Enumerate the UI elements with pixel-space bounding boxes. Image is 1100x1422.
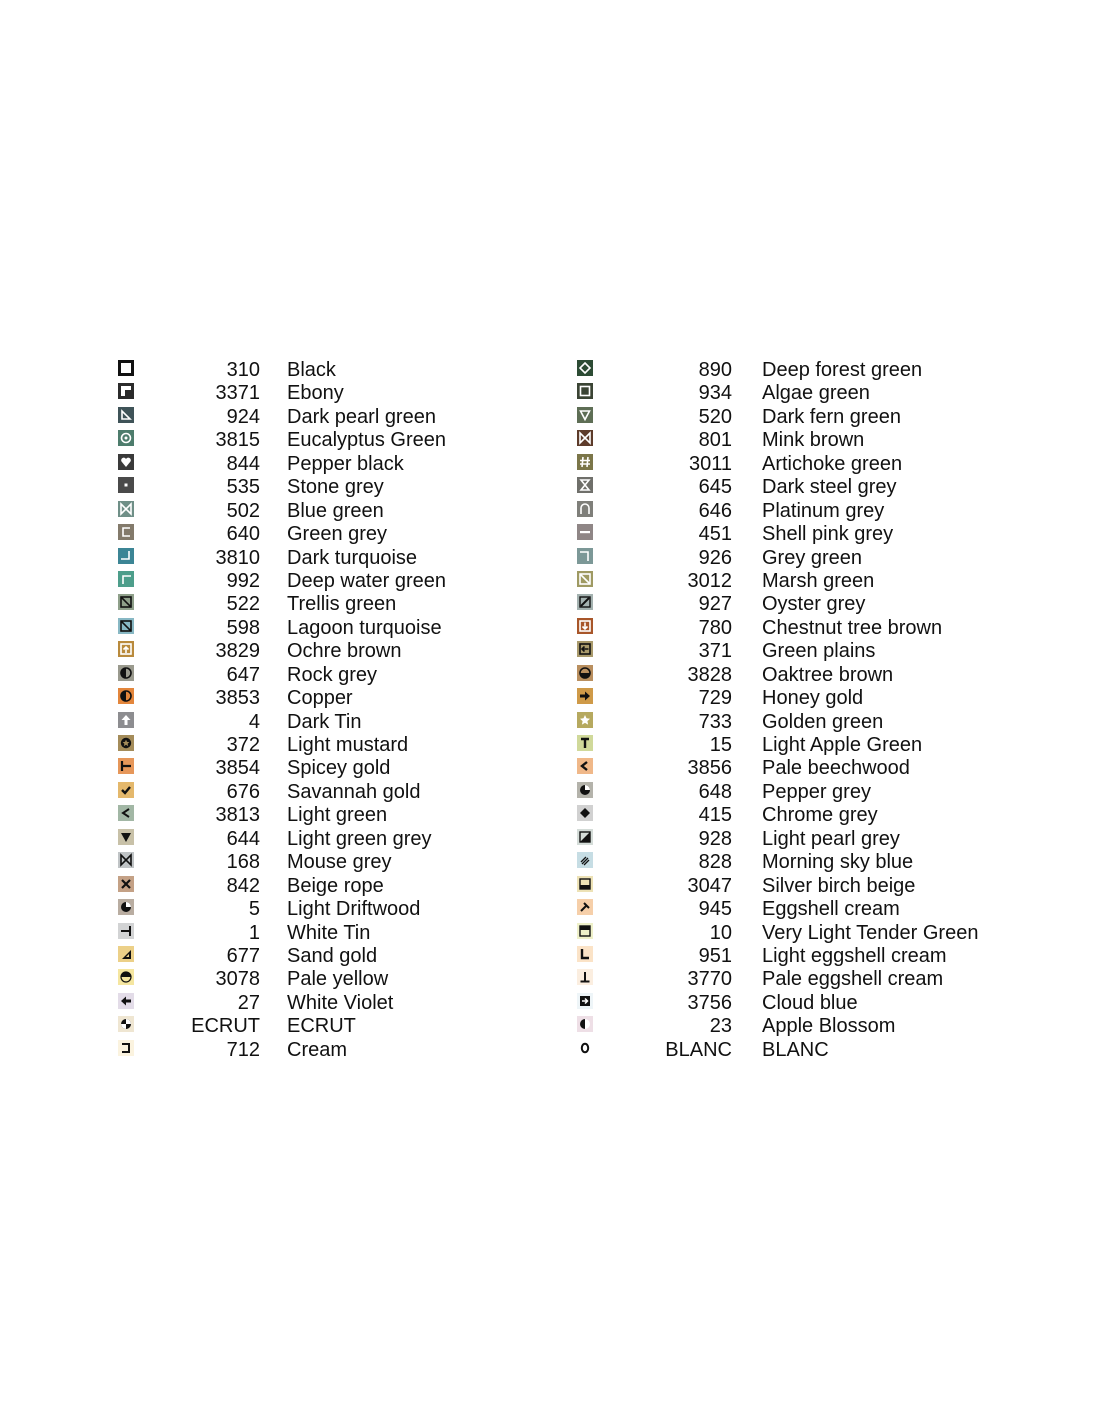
thread-code: 3828 [687, 663, 732, 686]
thread-code: 4 [248, 710, 260, 733]
thread-name: Light Apple Green [762, 734, 923, 756]
thread-code: 3810 [215, 546, 260, 569]
thread-name: Pale yellow [287, 968, 389, 991]
legend-row [577, 780, 1037, 803]
thread-code: 927 [698, 593, 732, 616]
thread-name: Very Light Tender Green [762, 921, 979, 944]
thread-code: 647 [226, 663, 260, 686]
thread-name: Mouse grey [287, 851, 392, 874]
thread-name: Shell pink grey [762, 523, 894, 546]
legend-row [118, 381, 578, 404]
thread-code: 3011 [688, 452, 732, 475]
thread-name: Apple Blossom [762, 1015, 896, 1038]
legend-row [577, 686, 1037, 709]
legend-row [118, 639, 578, 662]
thread-name: White Violet [287, 991, 394, 1014]
thread-name: Pepper black [287, 452, 404, 475]
legend-row [118, 710, 578, 733]
legend-row [118, 499, 578, 522]
legend-row [577, 803, 1037, 826]
thread-code: 27 [237, 991, 260, 1014]
thread-code: 712 [226, 1038, 260, 1061]
thread-code: 3371 [215, 382, 260, 405]
legend-row [577, 850, 1037, 873]
thread-code: 676 [226, 780, 260, 803]
thread-name: Chrome grey [762, 804, 878, 827]
legend-row [577, 1014, 1037, 1037]
thread-name: Eucalyptus Green [287, 429, 446, 452]
thread-code: 801 [698, 429, 732, 452]
legend-row [118, 827, 578, 850]
thread-name: Algae green [762, 382, 870, 405]
thread-name: Dark pearl green [287, 405, 436, 428]
thread-name: Spicey gold [287, 757, 391, 780]
thread-name: Deep water green [287, 569, 446, 592]
thread-name: Morning sky blue [762, 851, 914, 874]
legend-row [118, 874, 578, 897]
legend-row [577, 991, 1037, 1014]
legend-row [577, 592, 1037, 615]
thread-name: Oaktree brown [762, 663, 894, 686]
legend-row [118, 921, 578, 944]
thread-name: Stone grey [287, 476, 384, 499]
thread-name: White Tin [287, 921, 371, 944]
thread-name: Dark turquoise [287, 546, 418, 569]
thread-code: 951 [698, 944, 732, 967]
thread-code: 1 [248, 921, 260, 944]
thread-code: 3829 [215, 640, 260, 663]
legend-row [118, 428, 578, 451]
thread-code: 3078 [215, 968, 260, 991]
legend-row [577, 639, 1037, 662]
thread-name: Pepper grey [762, 780, 871, 803]
thread-name: Cream [287, 1038, 348, 1061]
legend-row [118, 991, 578, 1014]
thread-code: 371 [698, 640, 732, 663]
thread-name: Dark fern green [762, 405, 901, 428]
thread-code: 890 [698, 359, 732, 381]
thread-name: Dark steel grey [762, 476, 897, 499]
thread-code: 15 [709, 734, 732, 756]
legend-row [118, 475, 578, 498]
legend-row [118, 803, 578, 826]
thread-name: Deep forest green [762, 359, 923, 381]
thread-name: Cloud blue [762, 991, 858, 1014]
thread-code: 502 [226, 499, 260, 522]
thread-code: 645 [698, 476, 732, 499]
thread-code: 3047 [687, 874, 732, 897]
thread-name: Artichoke green [762, 452, 903, 475]
thread-code: 310 [226, 359, 260, 381]
thread-name: Light green [287, 804, 388, 827]
thread-code: 3815 [215, 429, 260, 452]
legend-row [118, 897, 578, 920]
legend-row [118, 405, 578, 428]
thread-code: 535 [226, 476, 260, 499]
thread-code: 646 [698, 499, 732, 522]
legend-row [118, 358, 578, 381]
legend-row [577, 546, 1037, 569]
thread-code: 5 [248, 898, 260, 921]
legend-row [577, 967, 1037, 990]
legend-row [577, 874, 1037, 897]
legend-row [577, 358, 1037, 381]
legend-row [118, 522, 578, 545]
thread-code: 926 [698, 546, 732, 569]
thread-name: Trellis green [287, 593, 397, 616]
legend-row [118, 733, 578, 756]
thread-name: Black [287, 359, 336, 381]
legend-row [577, 452, 1037, 475]
legend-row [118, 756, 578, 779]
thread-code: 842 [226, 874, 260, 897]
thread-name: Savannah gold [287, 780, 421, 803]
thread-code: 520 [698, 405, 732, 428]
thread-code: 3853 [215, 687, 260, 710]
thread-code: 522 [226, 593, 260, 616]
thread-name: Oyster grey [762, 593, 866, 616]
thread-code: 928 [698, 827, 732, 850]
legend-row [118, 944, 578, 967]
legend-row [577, 405, 1037, 428]
legend-row [118, 780, 578, 803]
thread-code: BLANC [665, 1038, 732, 1061]
thread-code: 415 [698, 804, 732, 827]
thread-code: 924 [226, 405, 260, 428]
thread-name: Eggshell cream [762, 898, 900, 921]
thread-code: 934 [698, 382, 732, 405]
thread-name: Sand gold [287, 944, 378, 967]
thread-code: 3813 [215, 804, 260, 827]
legend-row [118, 569, 578, 592]
thread-name: Ochre brown [287, 640, 402, 663]
thread-code: 644 [226, 827, 260, 850]
thread-code: ECRUT [191, 1015, 260, 1038]
thread-code: 10 [709, 921, 732, 944]
thread-name: Pale beechwood [762, 757, 910, 780]
legend-row [577, 827, 1037, 850]
legend-row [577, 616, 1037, 639]
legend-row [577, 499, 1037, 522]
legend-row [118, 967, 578, 990]
thread-name: Chestnut tree brown [762, 616, 943, 639]
legend-row [577, 381, 1037, 404]
thread-code: 828 [698, 851, 732, 874]
thread-code: 648 [698, 780, 732, 803]
thread-code: 3856 [687, 757, 732, 780]
legend-column-left [118, 358, 578, 1061]
thread-name: Dark Tin [287, 710, 362, 733]
legend-row [577, 663, 1037, 686]
thread-code: 23 [709, 1015, 732, 1038]
legend-row [577, 475, 1037, 498]
thread-code: 3854 [215, 757, 260, 780]
thread-name: Mink brown [762, 429, 865, 452]
thread-name: Green grey [287, 523, 388, 546]
legend-row [577, 897, 1037, 920]
legend-row [118, 452, 578, 475]
legend-row [577, 428, 1037, 451]
thread-name: Grey green [762, 546, 863, 569]
thread-name: Light Driftwood [287, 898, 421, 921]
legend-row [118, 592, 578, 615]
thread-name: Golden green [762, 710, 884, 733]
thread-code: 451 [698, 523, 732, 546]
thread-code: 780 [698, 616, 732, 639]
thread-code: 729 [698, 687, 732, 710]
thread-name: Marsh green [762, 569, 875, 592]
thread-name: Blue green [287, 499, 384, 522]
thread-name: Light eggshell cream [762, 944, 947, 967]
legend-column-right [577, 358, 1037, 1061]
thread-code: 598 [226, 616, 260, 639]
thread-name: Copper [287, 687, 353, 710]
thread-name: Rock grey [287, 663, 378, 686]
thread-name: Platinum grey [762, 499, 885, 522]
thread-code: 677 [226, 944, 260, 967]
thread-name: BLANC [762, 1038, 829, 1061]
legend-row [118, 616, 578, 639]
thread-code: 3770 [687, 968, 732, 991]
thread-name: Beige rope [287, 874, 384, 897]
thread-code: 3756 [687, 991, 732, 1014]
thread-code: 945 [698, 898, 732, 921]
thread-name: Silver birch beige [762, 874, 916, 897]
legend-row [577, 756, 1037, 779]
legend-row [118, 546, 578, 569]
thread-code: 640 [226, 523, 260, 546]
thread-name: Lagoon turquoise [287, 616, 442, 639]
thread-code: 3012 [687, 569, 732, 592]
thread-name: Green plains [762, 640, 876, 663]
legend-row [577, 569, 1037, 592]
thread-code: 733 [698, 710, 732, 733]
thread-code: 844 [226, 452, 260, 475]
thread-code: 992 [226, 569, 260, 592]
thread-name: Light pearl grey [762, 827, 900, 850]
thread-name: ECRUT [287, 1015, 356, 1038]
thread-code: 372 [226, 734, 260, 756]
thread-name: Ebony [287, 382, 344, 405]
legend-row [118, 850, 578, 873]
legend-row [577, 733, 1037, 756]
legend-row [118, 1014, 578, 1037]
thread-name: Pale eggshell cream [762, 968, 944, 991]
legend-row [577, 944, 1037, 967]
legend-row [118, 663, 578, 686]
thread-code: 168 [226, 851, 260, 874]
legend-row [577, 1038, 1037, 1061]
legend-row [118, 686, 578, 709]
thread-name: Honey gold [762, 687, 864, 710]
legend-row [118, 1038, 578, 1061]
legend-row [577, 710, 1037, 733]
legend-row [577, 522, 1037, 545]
thread-name: Light mustard [287, 734, 409, 756]
legend-row [577, 921, 1037, 944]
thread-name: Light green grey [287, 827, 432, 850]
